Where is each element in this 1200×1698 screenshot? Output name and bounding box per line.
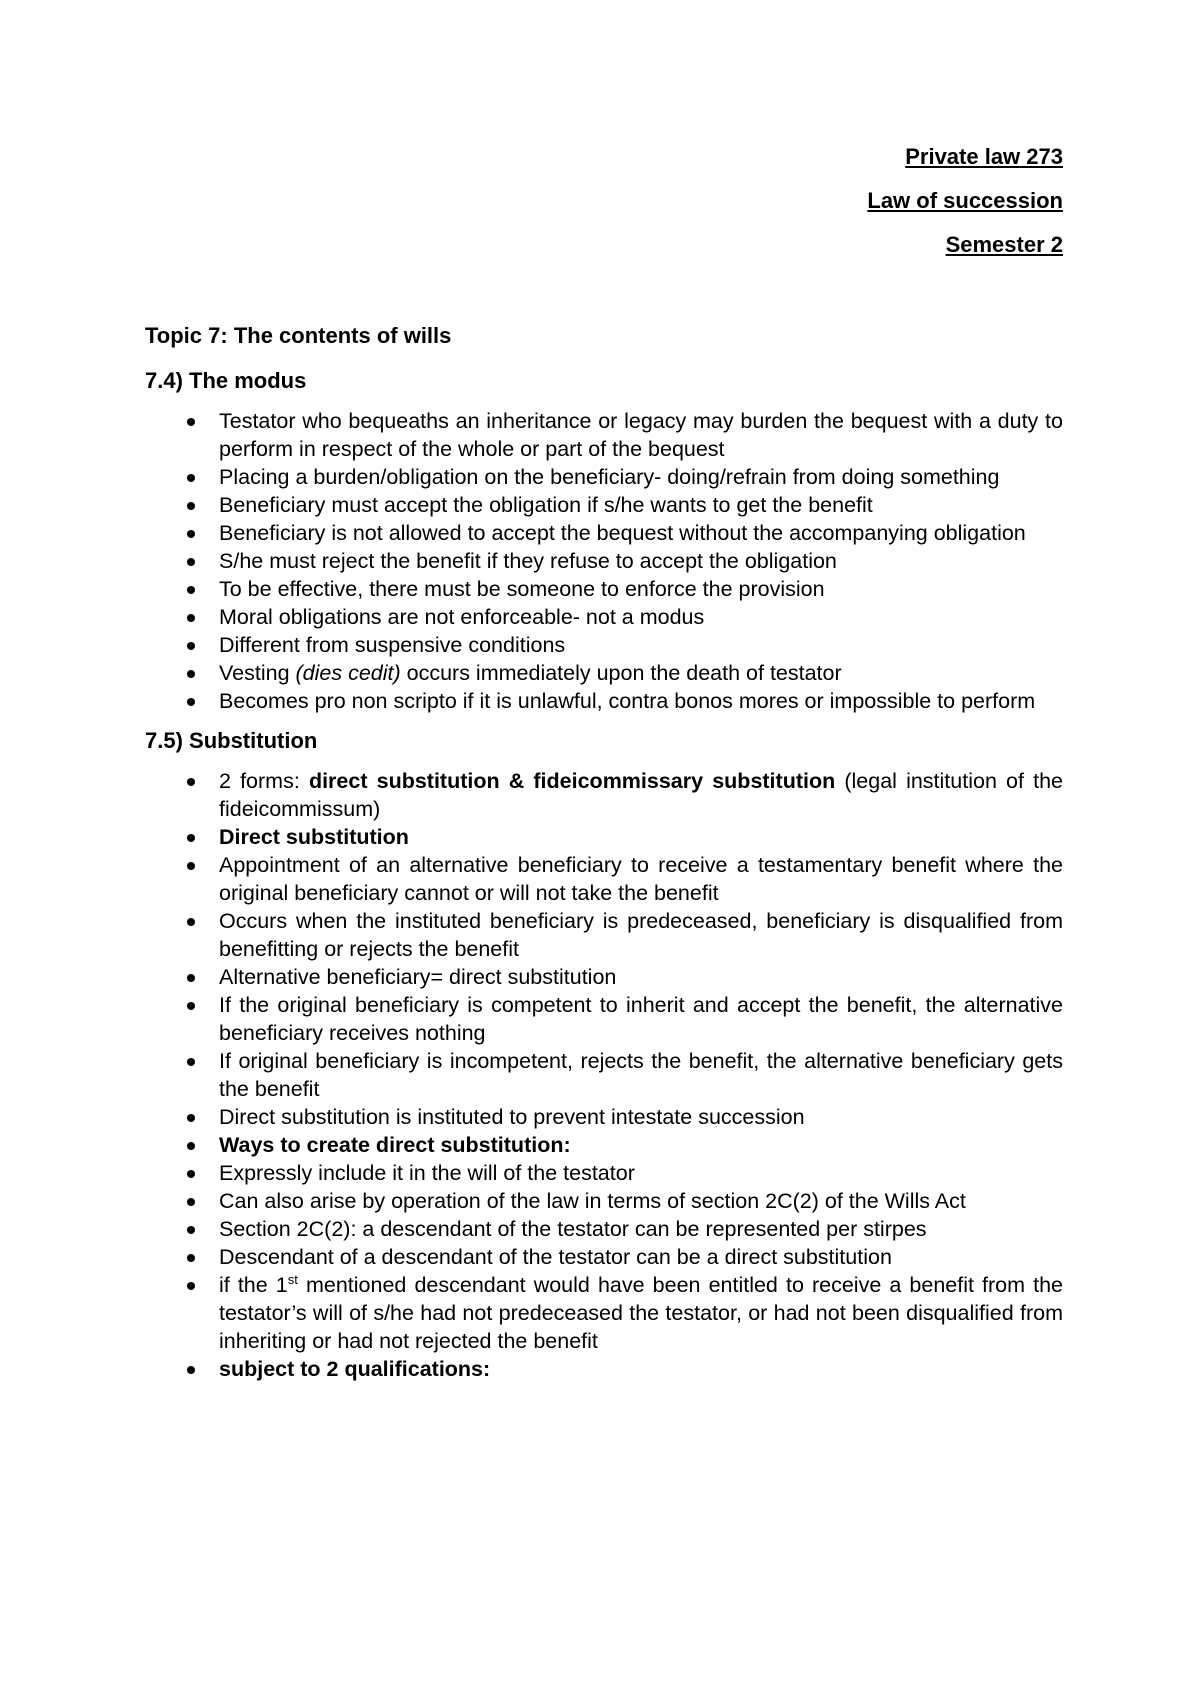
forms-text-pre: 2 forms: [219,769,309,793]
list-item: Can also arise by operation of the law in terms of section 2C(2) of the Wills Act [145,1187,1063,1215]
document-body [145,322,1063,1395]
descendant-text-post: mentioned descendant would have been entitled to receive a benefit from the testator’s will of s/he had not predeceased the testator, or had not been disqualified from inheriting or had not rejected the benefit [219,1273,1063,1353]
list-item: Beneficiary is not allowed to accept the bequest without the accompanying obligation [145,519,1063,547]
list-item: Alternative beneficiary= direct substitution [145,963,1063,991]
course-title: Private law 273 [905,144,1063,169]
list-item: Different from suspensive conditions [145,631,1063,659]
list-item: Placing a burden/obligation on the beneficiary- doing/refrain from doing something [145,463,1063,491]
list-item: Expressly include it in the will of the testator [145,1159,1063,1187]
list-item: Moral obligations are not enforceable- not a modus [145,603,1063,631]
list-item: S/he must reject the benefit if they refuse to accept the obligation [145,547,1063,575]
forms-text-post: (legal institution of the fideicommissum) [219,769,1063,821]
vesting-text-pre: Vesting [219,661,296,685]
list-item [145,767,1063,823]
list-item: If original beneficiary is incompetent, rejects the benefit, the alternative beneficiary gets the benefit [145,1047,1063,1103]
document-header [867,146,1063,278]
list-item [145,1271,1063,1355]
modus-bullet-list [145,407,1063,715]
ordinal-superscript: st [287,1271,298,1287]
list-item [145,659,1063,687]
list-item: Testator who bequeaths an inheritance or legacy may burden the bequest with a duty to perform in respect of the whole or part of the bequest [145,407,1063,463]
dies-cedit-italic: (dies cedit) [295,661,401,685]
section-heading-modus: 7.4) The modus [145,368,307,393]
list-item: Becomes pro non scripto if it is unlawful, contra bonos mores or impossible to perform [145,687,1063,715]
vesting-text-post: occurs immediately upon the death of testator [400,661,842,685]
list-item: Descendant of a descendant of the testator can be a direct substitution [145,1243,1063,1271]
list-item: Direct substitution is instituted to prevent intestate succession [145,1103,1063,1131]
semester-title: Semester 2 [945,232,1063,257]
list-item: Occurs when the instituted beneficiary is predeceased, beneficiary is disqualified from benefitting or rejects the benefit [145,907,1063,963]
topic-heading: Topic 7: The contents of wills [145,323,452,348]
subject-title: Law of succession [867,188,1063,213]
list-item: If the original beneficiary is competent to inherit and accept the benefit, the alternative beneficiary receives nothing [145,991,1063,1047]
descendant-text-pre: if the 1 [219,1273,288,1297]
list-item: To be effective, there must be someone to enforce the provision [145,575,1063,603]
substitution-bullet-list [145,767,1063,1383]
section-heading-substitution: 7.5) Substitution [145,728,318,753]
list-item: Direct substitution [145,823,1063,851]
list-item: subject to 2 qualifications: [145,1355,1063,1383]
list-item: Section 2C(2): a descendant of the testator can be represented per stirpes [145,1215,1063,1243]
list-item: Beneficiary must accept the obligation if s/he wants to get the benefit [145,491,1063,519]
list-item: Ways to create direct substitution: [145,1131,1063,1159]
list-item: Appointment of an alternative beneficiary to receive a testamentary benefit where the original beneficiary cannot or will not take the benefit [145,851,1063,907]
forms-text-bold: direct substitution & fideicommissary substitution [308,769,836,793]
